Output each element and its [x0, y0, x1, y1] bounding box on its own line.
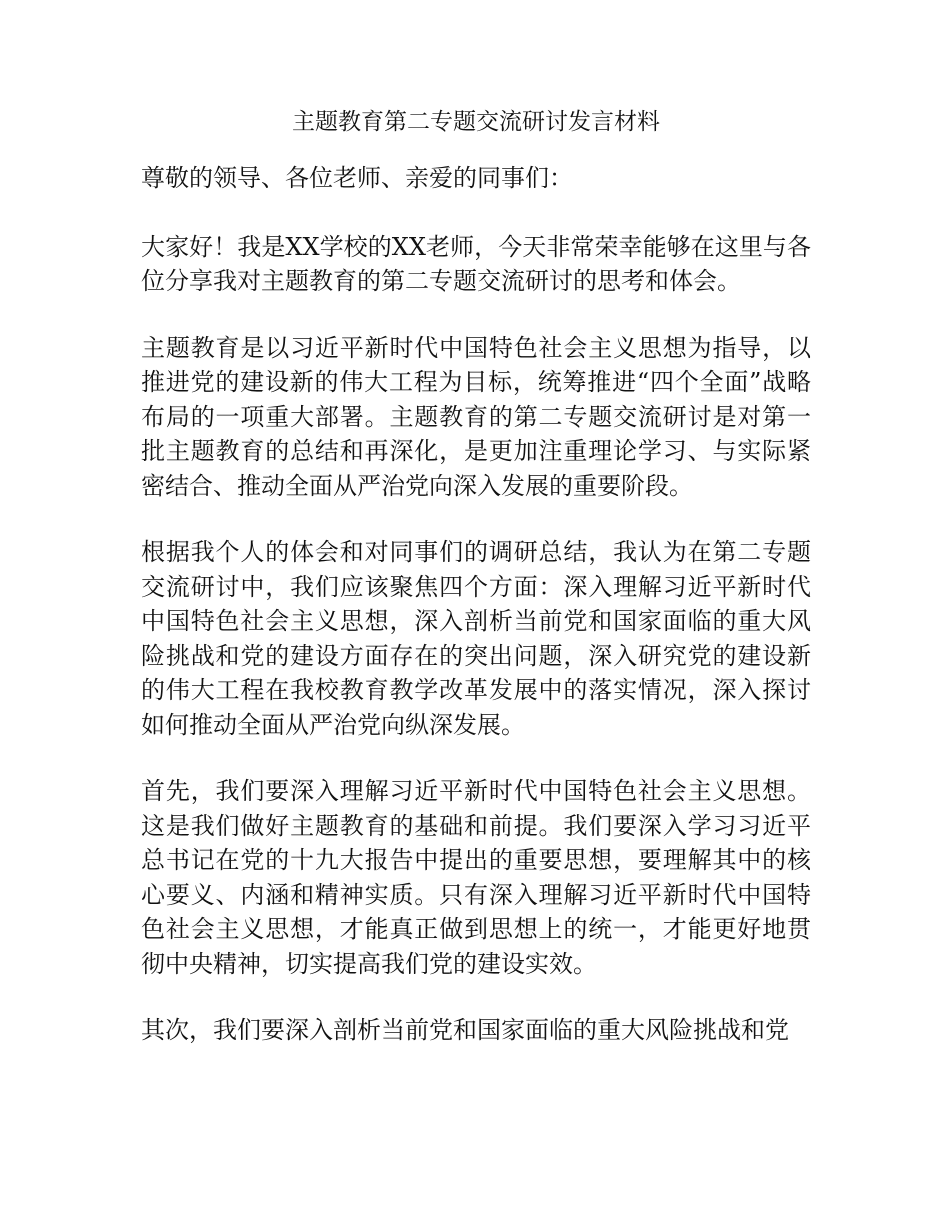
body-paragraph-2: 主题教育是以习近平新时代中国特色社会主义思想为指导，以推进党的建设新的伟大工程为目标，统筹推进“四个全面”战略布局的一项重大部署。主题教育的第二专题交流研讨是对第一批主题教育的总结和再深化，是更加注重理论学习、与实际紧密结合、推动全面从严治党向深入发展的重要阶段。 [141, 333, 811, 500]
body-paragraph-4: 首先，我们要深入理解习近平新时代中国特色社会主义思想。这是我们做好主题教育的基础和前提。我们要深入学习习近平总书记在党的十九大报告中提出的重要思想，要理解其中的核心要义、内涵和精神实质。只有深入理解习近平新时代中国特色社会主义思想，才能真正做到思想上的统一，才能更好地贯彻中央精神，切实提高我们党的建设实效。 [141, 777, 811, 978]
greeting-paragraph: 尊敬的领导、各位老师、亲爱的同事们： [141, 164, 573, 192]
body-paragraph-3: 根据我个人的体会和对同事们的调研总结，我认为在第二专题交流研讨中，我们应该聚焦四个方面：深入理解习近平新时代中国特色社会主义思想，深入剖析当前党和国家面临的重大风险挑战和党的建设方面存在的突出问题，深入研究党的建设新的伟大工程在我校教育教学改革发展中的落实情况，深入探讨如何推动全面从严治党向纵深发展。 [141, 538, 811, 739]
body-paragraph-1: 大家好！我是XX学校的XX老师，今天非常荣幸能够在这里与各位分享我对主题教育的第二专题交流研讨的思考和体会。 [141, 232, 811, 295]
document-page [141, 105, 811, 1080]
body-paragraph-5: 其次，我们要深入剖析当前党和国家面临的重大风险挑战和党 [141, 1016, 789, 1044]
document-title: 主题教育第二专题交流研讨发言材料 [292, 109, 660, 135]
